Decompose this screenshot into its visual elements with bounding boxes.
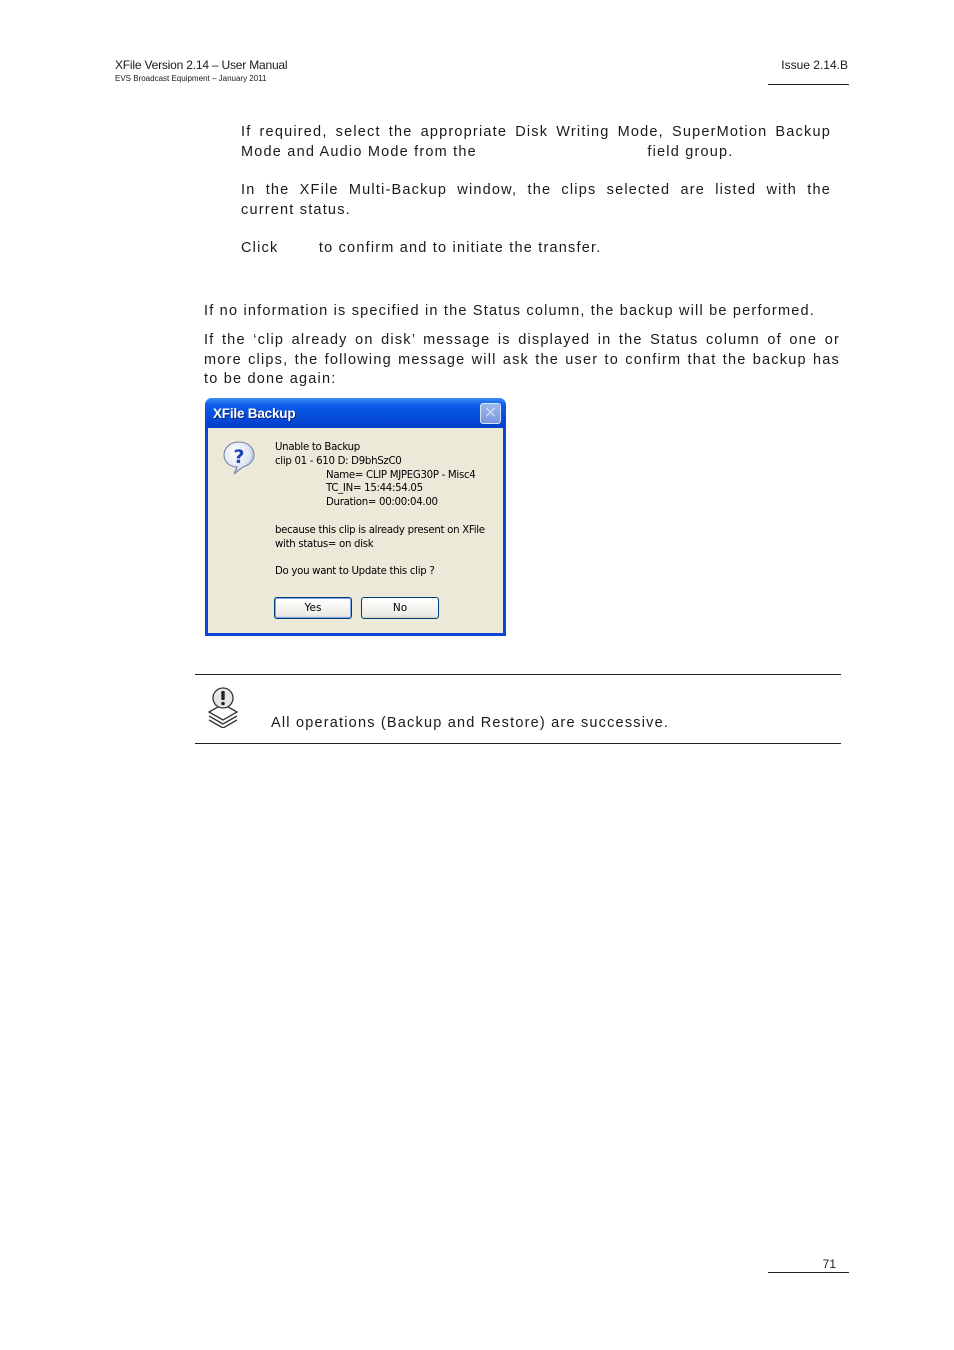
header-subtitle: EVS Broadcast Equipment – January 2011 [115, 74, 267, 83]
close-icon[interactable]: ✕ [480, 403, 501, 424]
page-number: 71 [822, 1257, 836, 1271]
dialog-title-bar [205, 398, 506, 428]
message-line-2: clip 01 - 610 D: D9bhSzC0 [275, 455, 402, 467]
header-rule [768, 84, 849, 85]
note-top-rule [195, 674, 841, 675]
yes-button[interactable]: Yes [274, 597, 352, 619]
note-bottom-rule [195, 743, 841, 744]
message-line-8: Do you want to Update this clip ? [275, 566, 435, 578]
dialog-message [275, 441, 485, 579]
dialog-title: XFile Backup [213, 406, 296, 421]
note-icon [205, 686, 241, 728]
step-3 [241, 239, 831, 259]
footer-rule [768, 1272, 849, 1273]
message-line-3: Name= CLIP MJPEG30P - Misc4 [326, 469, 476, 481]
step-1-text-b: field group. [647, 143, 734, 160]
note-text: All operations (Backup and Restore) are successive. [271, 715, 670, 731]
step-3-text-b: to confirm and to initiate the transfer. [318, 240, 602, 256]
question-icon [222, 440, 256, 476]
xfile-backup-dialog [205, 398, 506, 636]
step-1 [241, 123, 831, 162]
message-line-6: because this clip is already present on XFile [275, 524, 485, 536]
no-button[interactable]: No [361, 597, 439, 619]
message-line-5: Duration= 00:00:04.00 [326, 497, 438, 509]
message-line-1: Unable to Backup [275, 442, 360, 453]
step-2: In the XFile Multi-Backup window, the clips selected are listed with the current status. [241, 182, 831, 218]
paragraph-no-status: If no information is specified in the Status column, the backup will be performed. [204, 303, 815, 319]
header-issue: Issue 2.14.B [781, 58, 848, 72]
header-title: XFile Version 2.14 – User Manual [115, 58, 288, 72]
step-1-text-a: If required, select the appropriate Disk Writing Mode, SuperMotion Backup Mode and Audio Mode from the [241, 124, 831, 160]
svg-text:?: ? [233, 446, 245, 468]
dialog-body [208, 428, 503, 633]
paragraph-clip-on-disk: If the ‘clip already on disk’ message is displayed in the Status column of one or more clips, the following message will ask the user to confirm that the backup has to be done again: [204, 332, 840, 387]
step-3-text-a: Click [241, 240, 279, 256]
message-line-4: TC_IN= 15:44:54.05 [326, 483, 423, 495]
message-line-7: with status= on disk [275, 538, 374, 550]
